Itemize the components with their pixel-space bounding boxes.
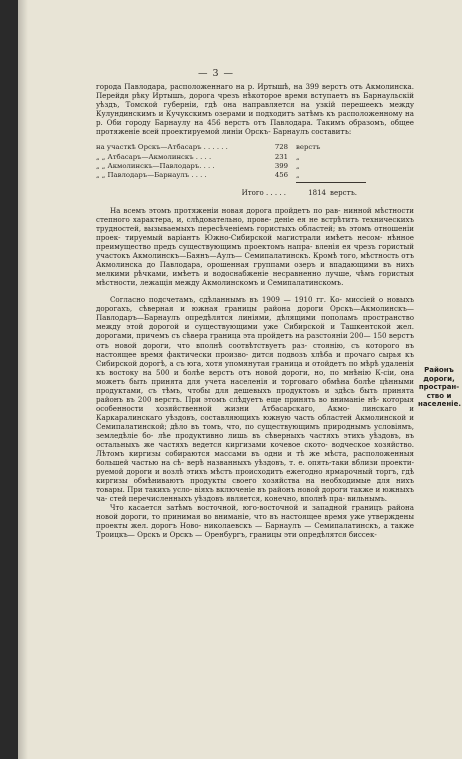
route-segment: „ „ Акмолинскъ—Павлодаръ. . . . — [96, 162, 215, 171]
text-line: На всемъ этомъ протяженіи новая дорога пройдетъ по рав- — [110, 205, 341, 215]
margin-note-line: дороги, — [423, 374, 455, 383]
text-line: верѣ названныхъ уѣздовъ, т. е. опять-таки вблизи проекти- — [186, 458, 415, 468]
total-row — [96, 189, 414, 198]
text-line: мнѣнію К-сіи, она можетъ быть принята для учета населенія и — [96, 367, 414, 386]
text-line: дороги Орскъ—Акмолинскъ—Павлодаръ—Барнаулъ опредѣлятся — [96, 304, 414, 323]
text-line: она направляется на узкій перешеекъ между Кулундинскимъ и — [96, 100, 414, 119]
route-distance: 456 — [274, 171, 288, 180]
route-segment: на участкѣ Орскъ—Атбасаръ . . . . . . — [96, 143, 228, 152]
text-line: границъ района новой дороги, то принимая во вниманіе, что въ — [96, 503, 414, 522]
text-line: часть областей Акмолинской и Семипалатинской; дѣло въ томъ, — [96, 412, 414, 431]
text-line: торговаго обмѣна болѣе цѣнными продуктами, съ тѣмъ, чтобы — [96, 376, 414, 395]
text-line: Семипалатинскомъ. — [267, 278, 344, 288]
text-line: нѣнное преимущество предъ существующимъ проектомъ напра- — [96, 232, 414, 252]
text-line: Акмолинска. Перейдя рѣку Иртышъ, дорога чрезъ нѣкоторое — [96, 82, 414, 101]
text-line: 200 верстъ. При этомъ слѣдуетъ еще принять во вниманіе нѣ- — [137, 394, 380, 404]
text-line: Что касается затѣмъ восточной, юго-восточной и западной — [110, 503, 352, 513]
text-line: тируемый варіантъ Южно-Сибирской магистрали имѣетъ несом- — [125, 232, 383, 242]
text-line: настоящее время уже утверждены проекты жел. дорогъ Ново- — [96, 512, 414, 531]
text-line: одни и тѣ же мѣста, расположенныя большей частью на сѣ- — [96, 449, 414, 468]
text-line: миссіей о новыхъ дорогахъ, сѣверная и южная границы района — [96, 295, 414, 314]
text-line: которыя особенности хозяйственной жизни Атбасарскаго, Акмо- — [96, 394, 415, 413]
route-unit: „ — [296, 171, 300, 180]
table-row — [96, 143, 414, 152]
margin-note-line: ство и — [426, 391, 452, 400]
text-line: водческое хозяйство. Лѣтомъ киргизы собираются массами въ — [96, 440, 414, 459]
text-line: и существующими уже Сибирской и Ташкентской жел. дорогами, — [96, 322, 414, 341]
route-segment: „ „ Павлодаръ—Барнаулъ . . . . — [96, 171, 207, 180]
text-line: въ остальныхъ же частяхъ ведется киргизами кочевое ското- — [96, 430, 414, 450]
table-row — [96, 153, 414, 162]
text-line: р. Оби городу Барнаулу на 456 верстъ отъ Павлодара. Такимъ — [96, 118, 349, 128]
book-page — [18, 0, 462, 759]
text-line: вильнымъ. — [347, 494, 388, 504]
intro-paragraph — [96, 82, 414, 136]
margin-note — [418, 366, 460, 409]
text-line: віяхъ включеніе въ районъ новой дороги также и южныхъ ча- — [96, 485, 415, 504]
text-line: для дешевыхъ продуктовъ и здѣсь быть принята районъ въ — [96, 385, 414, 404]
total-unit: верстъ. — [330, 188, 358, 197]
route-segment: „ „ Атбасаръ—Акмолинскъ . . . . — [96, 152, 212, 161]
paragraph-region — [96, 295, 414, 503]
text-line: причемъ съ сѣвера граница эта пройдетъ на разстояніи 200— — [136, 331, 371, 341]
total-value: 1814 — [308, 188, 326, 197]
text-line: мелкими рѣчками, имѣетъ и водоснабженіе несравненно лучше, — [96, 269, 356, 279]
text-line: пересѣченіемъ гористыхъ областей; въ этомъ отношеніи проек- — [96, 223, 414, 242]
text-line: стоянію, съ которого въ настоящее время фактически произво- — [96, 340, 414, 359]
text-line: Барнаулъ составитъ: — [272, 127, 352, 137]
route-distance: 399 — [274, 162, 288, 171]
text-line: что, по существующимъ природнымъ условіямъ, земледѣліе бо- — [96, 421, 414, 440]
text-line: образомъ, общее протяженіе всей проектируемой линіи Орскъ- — [96, 118, 414, 137]
route-distance: 231 — [274, 152, 288, 161]
text-line: 150 верстъ отъ новой дороги, что вполнѣ соотвѣтствуетъ раз- — [96, 331, 414, 350]
route-unit: верстъ — [296, 143, 321, 152]
text-line: линіями, дѣлящими пополамъ пространство между этой дорогой — [96, 313, 415, 332]
text-line: нинной мѣстности степного характера, и, слѣдовательно, прове- — [96, 205, 415, 224]
text-line: деніе ея не встрѣтитъ техническихъ трудностей, вызываемыхъ — [96, 214, 414, 233]
text-line: съ юга, хотя упомянутая граница и отойдетъ по мѣрѣ удаленія — [176, 358, 415, 368]
total-rule — [296, 182, 366, 183]
paragraph-terrain — [96, 206, 414, 287]
text-line: время вступаетъ въ Барнаульскій уѣздъ, Томской губерніи, гдѣ — [96, 91, 414, 110]
text-line: лѣе продуктивно лишь въ сѣверныхъ частяхъ этихъ уѣздовъ, — [157, 430, 406, 440]
total-label: Итого . . . . . — [241, 188, 286, 197]
text-line: хозяйства на необходимые для нихъ товары. При такихъ усло- — [96, 476, 414, 495]
table-row — [96, 162, 414, 171]
text-line: стей перечисленныхъ уѣздовъ является, конечно, вполнѣ пра- — [109, 494, 346, 504]
text-line: линскаго и Каркаралинскаго уѣздовъ, составляющихъ южную — [96, 403, 414, 422]
route-unit: „ — [296, 162, 300, 171]
text-line: николаевскъ — Барнаулъ — Семипалатинскъ, а также Троицкъ— — [96, 521, 414, 540]
text-line: Павлодара, орошенная группами озеръ и впадающими въ нихъ — [159, 260, 414, 270]
route-length-table — [96, 143, 414, 198]
margin-note-line: Районъ — [424, 366, 454, 374]
text-line: дится подвозъ хлѣба и прочаго сырья къ Сибирской дорогѣ, а — [96, 349, 414, 368]
text-line: Орскъ и Орскъ — Оренбургъ, границы эти опредѣлятся биссек- — [137, 530, 377, 540]
margin-note-line: простран- — [418, 383, 460, 392]
text-line: Согласно подсчетамъ, сдѣланнымъ въ 1909 — 1910 гг. Ко- — [110, 295, 342, 305]
text-line: руемой дороги и возлѣ этихъ мѣстъ происходитъ ежегодно — [96, 467, 326, 477]
text-line: Семипалатинскъ. Кромѣ того, мѣстность отъ Акмолинска до — [96, 251, 414, 270]
main-text-column — [96, 82, 414, 540]
route-unit: „ — [296, 152, 300, 161]
paragraph-boundaries — [96, 503, 414, 539]
text-line: чѣмъ гористыя мѣстности, лежащія между Акмолинскомъ и — [96, 269, 414, 288]
text-line: Кучукскимъ озерами и подходитъ затѣмъ къ расположенному на — [165, 109, 414, 119]
text-line: города Павлодара, расположеннаго на р. Иртышѣ, на 399 верстъ отъ — [96, 82, 366, 91]
text-line: вленія ея чрезъ гористый участокъ Акмолинскъ—Баянъ—Аулъ— — [96, 242, 414, 261]
margin-note-line: населеніе. — [418, 400, 461, 409]
text-line: ярмарочный торгъ, гдѣ киргизы обмѣниваютъ продукты своего — [96, 467, 414, 486]
table-row — [96, 171, 414, 180]
page-number: — 3 — — [197, 68, 235, 79]
route-distance: 728 — [274, 143, 288, 152]
text-line: къ востоку на 500 и болѣе верстъ отъ новой дороги, но, по — [96, 367, 344, 377]
